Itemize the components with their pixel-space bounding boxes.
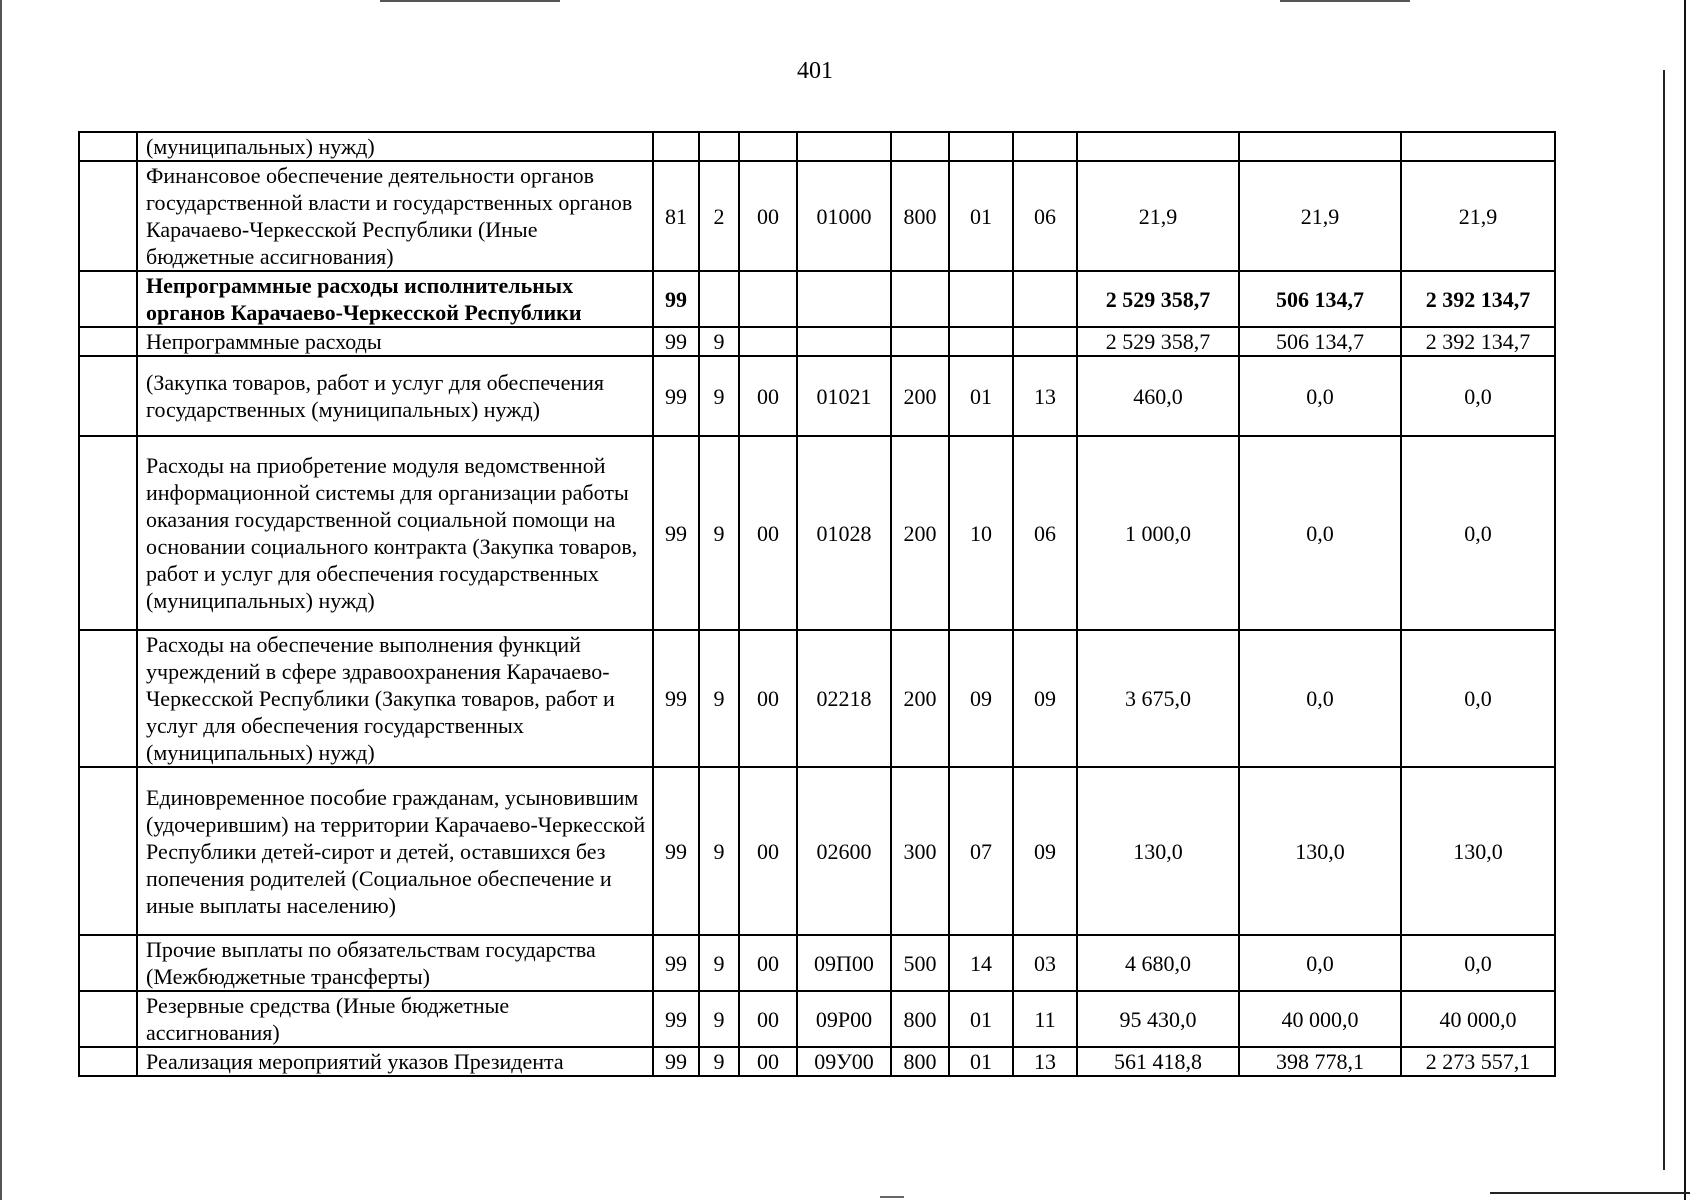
cell-v1 bbox=[1077, 132, 1239, 161]
cell-c4: 01028 bbox=[797, 436, 891, 630]
row-number-cell bbox=[79, 132, 137, 161]
cell-c7: 13 bbox=[1013, 1047, 1077, 1076]
budget-table bbox=[78, 131, 1556, 1077]
table-body bbox=[79, 132, 1555, 1076]
cell-v2: 506 134,7 bbox=[1239, 271, 1401, 327]
cell-c4: 01000 bbox=[797, 161, 891, 271]
cell-v3: 2 392 134,7 bbox=[1401, 327, 1555, 356]
cell-c7: 11 bbox=[1013, 991, 1077, 1047]
cell-c7: 09 bbox=[1013, 630, 1077, 767]
cell-c6: 01 bbox=[949, 1047, 1013, 1076]
table-row bbox=[79, 1047, 1555, 1076]
cell-v1: 460,0 bbox=[1077, 356, 1239, 436]
cell-v3: 2 273 557,1 bbox=[1401, 1047, 1555, 1076]
cell-v2: 398 778,1 bbox=[1239, 1047, 1401, 1076]
table-row bbox=[79, 991, 1555, 1047]
cell-c7 bbox=[1013, 132, 1077, 161]
cell-c1: 99 bbox=[653, 935, 699, 991]
row-name-cell: Единовременное пособие гражданам, усыновившим (удочерившим) на территории Карачаево-Черкесской Республики детей-сирот и детей, оставшихся без попечения родителей (Социальное обеспечение и иные выплаты населению) bbox=[137, 767, 653, 935]
cell-c1: 81 bbox=[653, 161, 699, 271]
cell-c2: 9 bbox=[699, 630, 739, 767]
cell-v2: 0,0 bbox=[1239, 356, 1401, 436]
cell-c5: 500 bbox=[891, 935, 949, 991]
page-number: 401 bbox=[797, 58, 833, 84]
row-number-cell bbox=[79, 327, 137, 356]
table-row bbox=[79, 327, 1555, 356]
scan-edge-left bbox=[0, 0, 2, 1200]
row-name-cell: Реализация мероприятий указов Президента bbox=[137, 1047, 653, 1076]
row-name-cell: Финансовое обеспечение деятельности органов государственной власти и государственных органов Карачаево-Черкесской Республики (Иные бюджетные ассигнования) bbox=[137, 161, 653, 271]
cell-c5: 200 bbox=[891, 436, 949, 630]
cell-v1: 1 000,0 bbox=[1077, 436, 1239, 630]
table-row bbox=[79, 935, 1555, 991]
row-name-cell: Непрограммные расходы bbox=[137, 327, 653, 356]
cell-c6: 07 bbox=[949, 767, 1013, 935]
cell-c2: 9 bbox=[699, 1047, 739, 1076]
cell-v3: 0,0 bbox=[1401, 630, 1555, 767]
cell-c3 bbox=[739, 132, 797, 161]
scan-mark bbox=[880, 1196, 904, 1198]
cell-c5: 300 bbox=[891, 767, 949, 935]
row-name-cell: (муниципальных) нужд) bbox=[137, 132, 653, 161]
cell-v2 bbox=[1239, 132, 1401, 161]
cell-v2: 130,0 bbox=[1239, 767, 1401, 935]
cell-c4 bbox=[797, 132, 891, 161]
cell-c6: 09 bbox=[949, 630, 1013, 767]
cell-c1: 99 bbox=[653, 436, 699, 630]
cell-c6 bbox=[949, 271, 1013, 327]
table-row bbox=[79, 161, 1555, 271]
cell-v1: 3 675,0 bbox=[1077, 630, 1239, 767]
cell-c3 bbox=[739, 327, 797, 356]
row-number-cell bbox=[79, 436, 137, 630]
cell-v2: 0,0 bbox=[1239, 935, 1401, 991]
scan-edge-right bbox=[1663, 70, 1665, 1170]
cell-c1: 99 bbox=[653, 630, 699, 767]
scan-edge-top bbox=[380, 0, 560, 2]
cell-c3: 00 bbox=[739, 767, 797, 935]
cell-v2: 0,0 bbox=[1239, 630, 1401, 767]
cell-v3: 21,9 bbox=[1401, 161, 1555, 271]
cell-c7 bbox=[1013, 271, 1077, 327]
cell-c2: 9 bbox=[699, 356, 739, 436]
cell-c6 bbox=[949, 327, 1013, 356]
cell-v3: 2 392 134,7 bbox=[1401, 271, 1555, 327]
row-number-cell bbox=[79, 1047, 137, 1076]
cell-c4: 09П00 bbox=[797, 935, 891, 991]
cell-c4: 01021 bbox=[797, 356, 891, 436]
cell-c4 bbox=[797, 271, 891, 327]
cell-c1: 99 bbox=[653, 767, 699, 935]
row-name-cell: Резервные средства (Иные бюджетные ассигнования) bbox=[137, 991, 653, 1047]
row-name-cell: Прочие выплаты по обязательствам государства (Межбюджетные трансферты) bbox=[137, 935, 653, 991]
cell-c5 bbox=[891, 132, 949, 161]
cell-v3: 0,0 bbox=[1401, 436, 1555, 630]
cell-v3: 130,0 bbox=[1401, 767, 1555, 935]
cell-c5: 200 bbox=[891, 356, 949, 436]
cell-v3 bbox=[1401, 132, 1555, 161]
cell-v1: 130,0 bbox=[1077, 767, 1239, 935]
cell-c1: 99 bbox=[653, 327, 699, 356]
cell-c3: 00 bbox=[739, 436, 797, 630]
table-row bbox=[79, 356, 1555, 436]
cell-c5 bbox=[891, 271, 949, 327]
row-number-cell bbox=[79, 271, 137, 327]
cell-v3: 40 000,0 bbox=[1401, 991, 1555, 1047]
table-row bbox=[79, 630, 1555, 767]
cell-c3: 00 bbox=[739, 991, 797, 1047]
cell-c7: 13 bbox=[1013, 356, 1077, 436]
cell-c1: 99 bbox=[653, 271, 699, 327]
cell-c2: 2 bbox=[699, 161, 739, 271]
row-name-cell: Расходы на приобретение модуля ведомственной информационной системы для организации работы оказания государственной социальной помощи на основании социального контракта (Закупка товаров, работ и услуг для обеспечения государственных (муниципальных) нужд) bbox=[137, 436, 653, 630]
cell-c2: 9 bbox=[699, 327, 739, 356]
cell-c6: 01 bbox=[949, 161, 1013, 271]
cell-c1: 99 bbox=[653, 991, 699, 1047]
cell-v3: 0,0 bbox=[1401, 356, 1555, 436]
cell-c5: 800 bbox=[891, 161, 949, 271]
row-number-cell bbox=[79, 935, 137, 991]
cell-c2: 9 bbox=[699, 436, 739, 630]
cell-c7: 03 bbox=[1013, 935, 1077, 991]
scan-edge-top-right bbox=[1280, 0, 1410, 2]
cell-c4 bbox=[797, 327, 891, 356]
cell-c3: 00 bbox=[739, 630, 797, 767]
table-row bbox=[79, 767, 1555, 935]
table-row bbox=[79, 436, 1555, 630]
cell-c6: 14 bbox=[949, 935, 1013, 991]
cell-c7: 09 bbox=[1013, 767, 1077, 935]
cell-c3: 00 bbox=[739, 161, 797, 271]
cell-c7 bbox=[1013, 327, 1077, 356]
cell-c6: 10 bbox=[949, 436, 1013, 630]
cell-c4: 09У00 bbox=[797, 1047, 891, 1076]
cell-c5: 800 bbox=[891, 991, 949, 1047]
cell-c3: 00 bbox=[739, 1047, 797, 1076]
row-number-cell bbox=[79, 630, 137, 767]
cell-c3 bbox=[739, 271, 797, 327]
cell-v3: 0,0 bbox=[1401, 935, 1555, 991]
cell-c4: 09Р00 bbox=[797, 991, 891, 1047]
cell-c1: 99 bbox=[653, 1047, 699, 1076]
cell-c4: 02218 bbox=[797, 630, 891, 767]
cell-v1: 2 529 358,7 bbox=[1077, 271, 1239, 327]
cell-c2: 9 bbox=[699, 767, 739, 935]
scan-edge-right-outer bbox=[1684, 0, 1686, 1200]
cell-c6: 01 bbox=[949, 991, 1013, 1047]
cell-v1: 2 529 358,7 bbox=[1077, 327, 1239, 356]
cell-v1: 95 430,0 bbox=[1077, 991, 1239, 1047]
cell-c1 bbox=[653, 132, 699, 161]
cell-v1: 4 680,0 bbox=[1077, 935, 1239, 991]
row-name-cell: (Закупка товаров, работ и услуг для обеспечения государственных (муниципальных) нужд) bbox=[137, 356, 653, 436]
row-number-cell bbox=[79, 356, 137, 436]
cell-c2: 9 bbox=[699, 991, 739, 1047]
cell-c1: 99 bbox=[653, 356, 699, 436]
cell-v1: 561 418,8 bbox=[1077, 1047, 1239, 1076]
cell-v2: 0,0 bbox=[1239, 436, 1401, 630]
cell-c2 bbox=[699, 132, 739, 161]
table-row bbox=[79, 132, 1555, 161]
cell-v2: 506 134,7 bbox=[1239, 327, 1401, 356]
cell-c2 bbox=[699, 271, 739, 327]
row-name-cell: Непрограммные расходы исполнительных органов Карачаево-Черкесской Республики bbox=[137, 271, 653, 327]
row-number-cell bbox=[79, 767, 137, 935]
table-row bbox=[79, 271, 1555, 327]
cell-c6 bbox=[949, 132, 1013, 161]
cell-v2: 21,9 bbox=[1239, 161, 1401, 271]
scan-edge-bottom bbox=[1490, 1192, 1690, 1194]
cell-c6: 01 bbox=[949, 356, 1013, 436]
cell-c5 bbox=[891, 327, 949, 356]
cell-c7: 06 bbox=[1013, 436, 1077, 630]
cell-c7: 06 bbox=[1013, 161, 1077, 271]
cell-v1: 21,9 bbox=[1077, 161, 1239, 271]
row-number-cell bbox=[79, 991, 137, 1047]
cell-c3: 00 bbox=[739, 935, 797, 991]
cell-c2: 9 bbox=[699, 935, 739, 991]
row-name-cell: Расходы на обеспечение выполнения функций учреждений в сфере здравоохранения Карачаево-Черкесской Республики (Закупка товаров, работ и услуг для обеспечения государственных (муниципальных) нужд) bbox=[137, 630, 653, 767]
cell-c3: 00 bbox=[739, 356, 797, 436]
cell-c5: 800 bbox=[891, 1047, 949, 1076]
row-number-cell bbox=[79, 161, 137, 271]
cell-c5: 200 bbox=[891, 630, 949, 767]
cell-v2: 40 000,0 bbox=[1239, 991, 1401, 1047]
cell-c4: 02600 bbox=[797, 767, 891, 935]
